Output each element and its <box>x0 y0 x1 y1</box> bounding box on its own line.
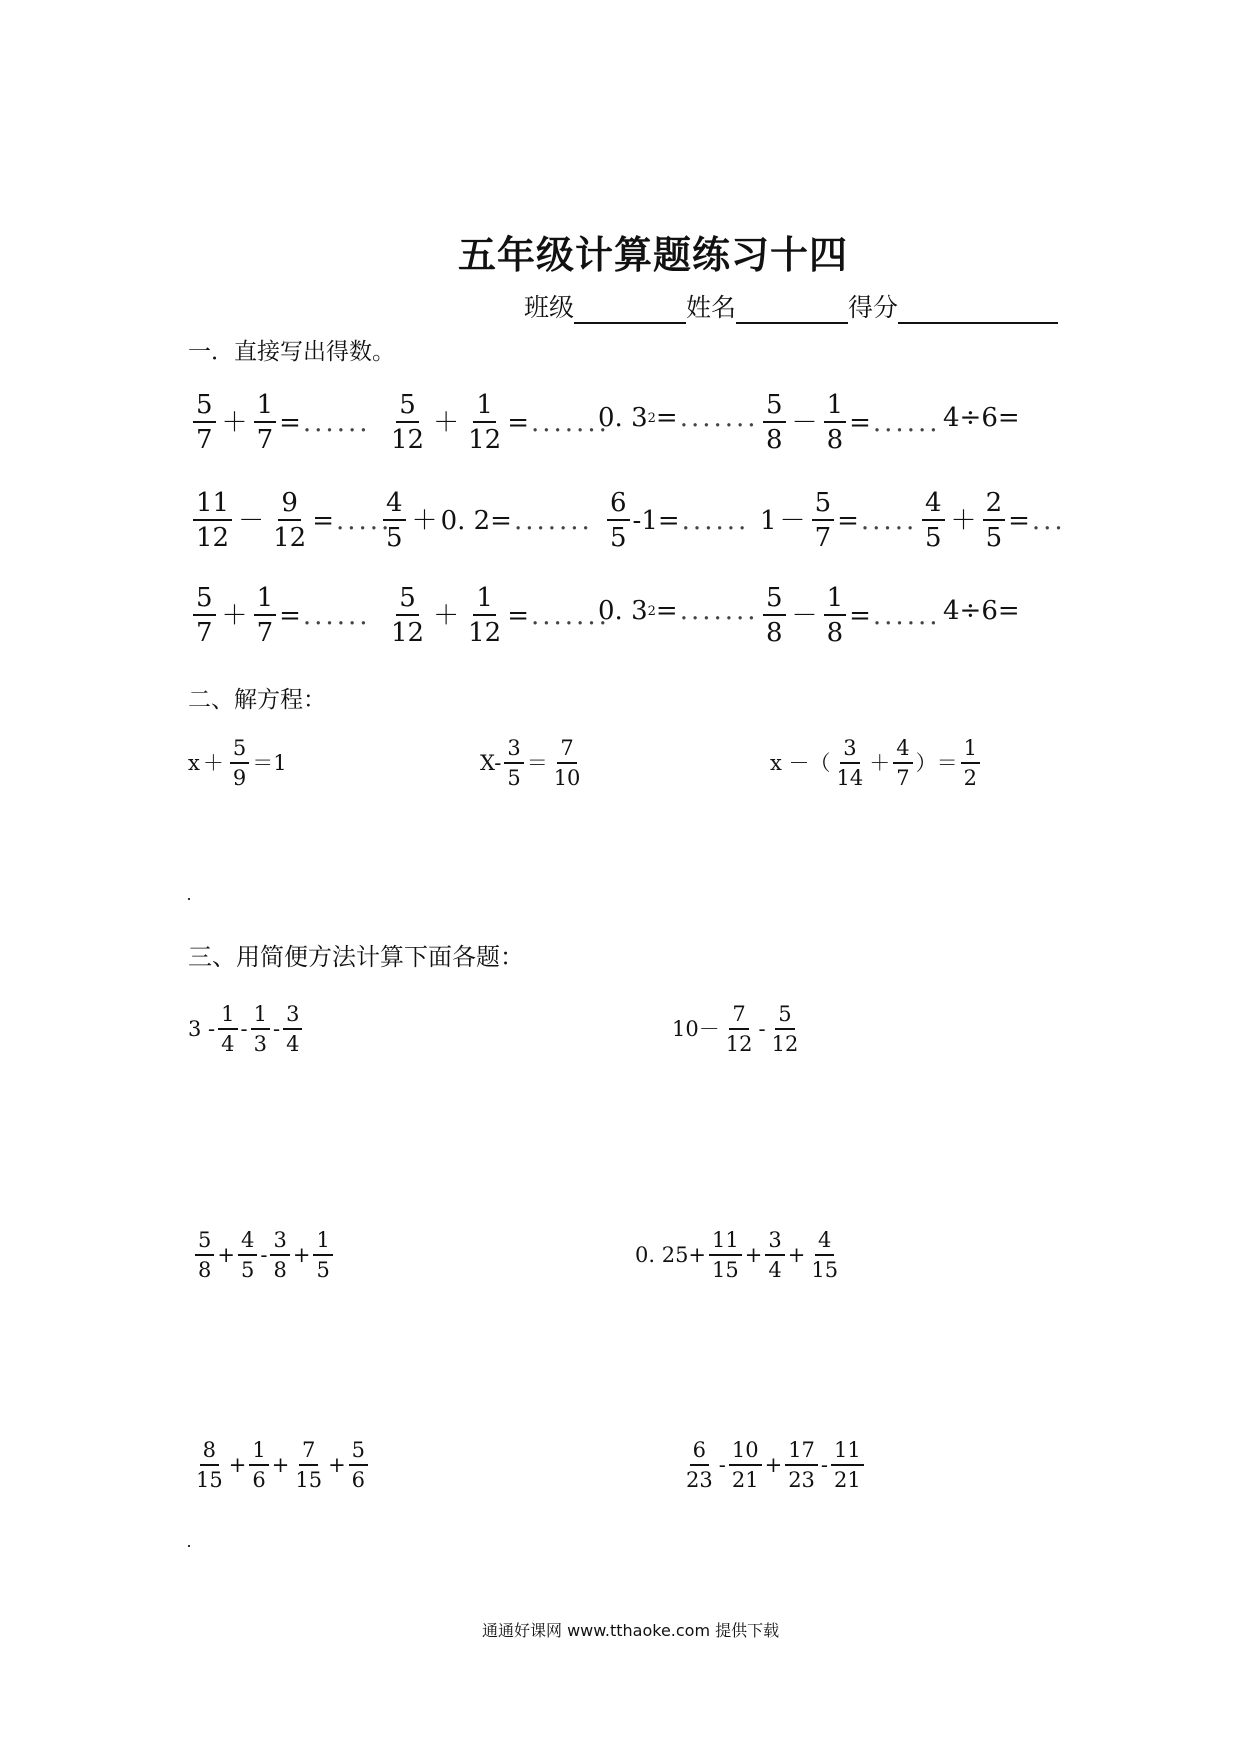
fraction <box>824 392 847 453</box>
class-blank <box>574 296 686 324</box>
denominator: 12 <box>391 618 425 648</box>
numerator: 5 <box>396 392 419 423</box>
fraction <box>824 585 847 646</box>
numerator: 5 <box>763 585 786 616</box>
section3-heading: 三、用简便方法计算下面各题： <box>188 943 524 971</box>
fraction <box>270 1230 289 1281</box>
expression-text: = <box>312 505 334 536</box>
numerator: 1 <box>961 738 980 764</box>
expression-text: = <box>849 600 871 631</box>
denominator: 12 <box>391 425 425 455</box>
answer-dots: ... <box>1031 505 1066 536</box>
expression-text: = <box>849 407 871 438</box>
denominator: 7 <box>896 766 910 790</box>
denominator: 4 <box>286 1032 300 1056</box>
expression-text: + <box>764 1453 783 1477</box>
expression-text: 10－ <box>672 1017 720 1041</box>
numerator: 5 <box>396 585 419 616</box>
problem <box>188 738 287 789</box>
numerator: 5 <box>193 392 216 423</box>
numerator: 3 <box>504 738 523 764</box>
fraction <box>765 1230 784 1281</box>
numerator: 4 <box>815 1230 834 1256</box>
expression-text: 4÷6= <box>943 403 1020 433</box>
operator: － <box>779 505 806 536</box>
problem <box>190 1440 371 1491</box>
fraction <box>465 585 504 646</box>
fraction <box>388 585 427 646</box>
expression-text: + <box>328 1453 346 1477</box>
denominator: 7 <box>814 523 832 553</box>
denominator: 15 <box>196 1468 223 1492</box>
expression-text: x －（ <box>770 751 831 775</box>
expression-text: = <box>655 596 678 626</box>
numerator: 17 <box>785 1440 818 1466</box>
operator: ＋ <box>433 600 460 631</box>
numerator: 1 <box>218 1004 237 1030</box>
denominator: 4 <box>768 1258 782 1282</box>
expression-text: x <box>188 751 200 775</box>
denominator: 5 <box>507 766 521 790</box>
denominator: 2 <box>963 766 978 790</box>
fraction <box>218 1004 237 1055</box>
numerator: 6 <box>607 490 630 521</box>
problem <box>192 1230 336 1281</box>
fraction <box>465 392 504 453</box>
denominator: 5 <box>985 523 1003 553</box>
score-label: 得分 <box>848 293 899 322</box>
problem <box>598 405 759 431</box>
problem <box>188 1004 305 1055</box>
problem <box>943 405 1020 431</box>
denominator: 12 <box>468 618 502 648</box>
expression-text: - <box>260 1243 268 1267</box>
problem <box>943 598 1020 624</box>
denominator: 12 <box>196 523 230 553</box>
section2-heading: 二、解方程： <box>188 687 326 713</box>
fraction <box>349 1440 368 1491</box>
numerator: 10 <box>729 1440 762 1466</box>
expression-text: = <box>1008 505 1030 536</box>
expression-text: = <box>837 505 859 536</box>
denominator: 6 <box>252 1468 266 1492</box>
expression-text: + <box>292 1243 311 1267</box>
expression-text: = <box>655 403 678 433</box>
denominator: 7 <box>256 425 274 455</box>
expression-text: ＝1 <box>252 751 287 775</box>
numerator: 5 <box>193 585 216 616</box>
expression-text: -1= <box>632 505 680 536</box>
expression-text: = <box>507 600 529 631</box>
denominator: 12 <box>725 1032 753 1056</box>
denominator: 8 <box>766 618 783 648</box>
student-info <box>524 288 1058 324</box>
exponent: 2 <box>647 603 656 619</box>
denominator: 7 <box>196 425 213 455</box>
expression-text: ＝ <box>526 751 548 775</box>
problem <box>680 1440 867 1491</box>
expression-text: 4÷6= <box>943 596 1020 626</box>
expression-text: 0. 3 <box>598 596 648 626</box>
answer-dots: ..... <box>860 505 918 536</box>
denominator: 5 <box>925 523 942 553</box>
problem <box>760 392 941 453</box>
answer-dots: ....... <box>679 596 759 626</box>
fraction <box>383 490 406 551</box>
fraction <box>812 490 835 551</box>
fraction <box>961 738 980 789</box>
expression-text: - <box>758 1017 766 1041</box>
problem <box>598 598 759 624</box>
fraction <box>763 392 786 453</box>
denominator: 21 <box>731 1468 759 1492</box>
numerator: 5 <box>763 392 786 423</box>
denominator: 15 <box>712 1258 739 1282</box>
operator: ＋ <box>950 505 977 536</box>
denominator: 6 <box>351 1468 366 1492</box>
numerator: 8 <box>200 1440 219 1466</box>
numerator: 5 <box>195 1230 214 1256</box>
expression-text: ）＝ <box>915 751 958 775</box>
numerator: 3 <box>840 738 859 764</box>
name-label: 姓名 <box>686 293 737 322</box>
fraction <box>922 490 945 551</box>
problem <box>480 738 586 789</box>
denominator: 8 <box>198 1258 212 1282</box>
numerator: 5 <box>230 738 249 764</box>
denominator: 12 <box>273 523 307 553</box>
expression-text: + <box>217 1243 235 1267</box>
denominator: 14 <box>836 766 864 790</box>
denominator: 7 <box>256 618 274 648</box>
operator: ＋ <box>221 407 248 438</box>
denominator: 10 <box>553 766 581 790</box>
fraction <box>193 490 232 551</box>
fraction <box>193 585 216 646</box>
expression-text: X- <box>480 751 502 775</box>
fraction <box>270 490 309 551</box>
answer-dots: ...... <box>302 600 371 631</box>
stray-mark <box>188 898 190 900</box>
exponent: 2 <box>647 410 656 426</box>
problem <box>672 1004 804 1055</box>
fraction <box>769 1004 802 1055</box>
numerator: 3 <box>270 1230 289 1256</box>
class-label: 班级 <box>524 293 575 322</box>
denominator: 5 <box>386 523 403 553</box>
numerator: 4 <box>383 490 406 521</box>
stray-mark <box>188 1545 190 1547</box>
operator: ＋ <box>221 600 248 631</box>
problem <box>919 490 1066 551</box>
fraction <box>313 1230 332 1281</box>
expression-text: = <box>507 407 529 438</box>
denominator: 23 <box>788 1468 815 1492</box>
numerator: 1 <box>824 585 847 616</box>
problem <box>760 585 941 646</box>
numerator: 1 <box>251 1004 270 1030</box>
fraction <box>254 392 277 453</box>
answer-dots: ...... <box>872 600 941 631</box>
numerator: 1 <box>254 585 277 616</box>
expression-text: 1 <box>760 505 777 536</box>
numerator: 5 <box>349 1440 368 1466</box>
fraction <box>893 738 912 789</box>
denominator: 12 <box>771 1032 799 1056</box>
fraction <box>388 392 427 453</box>
denominator: 5 <box>316 1258 330 1282</box>
numerator: 7 <box>557 738 576 764</box>
numerator: 4 <box>893 738 912 764</box>
answer-dots: ....... <box>531 407 610 438</box>
fraction <box>238 1230 257 1281</box>
fraction <box>607 490 630 551</box>
numerator: 3 <box>765 1230 784 1256</box>
operator: ＋ <box>202 751 224 775</box>
fraction <box>292 1440 325 1491</box>
numerator: 5 <box>775 1004 794 1030</box>
operator: － <box>238 505 265 536</box>
numerator: 1 <box>824 392 847 423</box>
numerator: 9 <box>278 490 301 521</box>
answer-dots: ....... <box>531 600 610 631</box>
numerator: 6 <box>690 1440 709 1466</box>
denominator: 21 <box>834 1468 861 1492</box>
fraction <box>283 1004 302 1055</box>
fraction <box>834 738 867 789</box>
expression-text: + <box>787 1243 806 1267</box>
problem <box>385 392 610 453</box>
expression-text: 0. 2= <box>440 505 512 536</box>
denominator: 12 <box>468 425 502 455</box>
operator: ＋ <box>411 505 438 536</box>
numerator: 5 <box>812 490 835 521</box>
numerator: 3 <box>283 1004 302 1030</box>
problem <box>604 490 749 551</box>
fraction <box>709 1230 742 1281</box>
expression-text: - <box>820 1453 829 1477</box>
page-title: 五年级计算题练习十四 <box>458 233 849 277</box>
operator: － <box>791 407 818 438</box>
fraction <box>249 1440 268 1491</box>
denominator: 8 <box>826 618 844 648</box>
footer-source: 通通好课网 www.tthaoke.com 提供下载 <box>482 1621 780 1640</box>
numerator: 1 <box>254 392 277 423</box>
expression-text: + <box>744 1243 763 1267</box>
fraction <box>195 1230 214 1281</box>
denominator: 8 <box>273 1258 287 1282</box>
operator: － <box>791 600 818 631</box>
problem <box>770 738 983 789</box>
problem <box>760 490 917 551</box>
denominator: 8 <box>826 425 844 455</box>
denominator: 15 <box>811 1258 839 1282</box>
expression-text: + <box>228 1453 247 1477</box>
numerator: 4 <box>922 490 945 521</box>
fraction <box>831 1440 864 1491</box>
numerator: 11 <box>193 490 232 521</box>
numerator: 1 <box>473 392 496 423</box>
denominator: 8 <box>766 425 783 455</box>
fraction <box>683 1440 716 1491</box>
score-blank <box>898 296 1058 324</box>
expression-text: + <box>271 1453 290 1477</box>
fraction <box>763 585 786 646</box>
problem <box>190 392 371 453</box>
fraction <box>983 490 1006 551</box>
expression-text: ＋ <box>869 751 891 775</box>
expression-text: 0. 3 <box>598 403 648 433</box>
problem <box>385 585 610 646</box>
answer-dots: ....... <box>679 403 759 433</box>
numerator: 7 <box>299 1440 318 1466</box>
numerator: 4 <box>238 1230 257 1256</box>
problem <box>635 1230 844 1281</box>
expression-text: = <box>279 407 301 438</box>
fraction <box>723 1004 756 1055</box>
denominator: 15 <box>295 1468 323 1492</box>
fraction <box>785 1440 818 1491</box>
problem <box>190 490 392 551</box>
fraction <box>193 392 216 453</box>
denominator: 5 <box>610 523 627 553</box>
fraction <box>551 738 584 789</box>
fraction <box>254 585 277 646</box>
numerator: 2 <box>983 490 1006 521</box>
numerator: 11 <box>831 1440 864 1466</box>
answer-dots: ...... <box>872 407 941 438</box>
denominator: 9 <box>232 766 247 790</box>
expression-text: - <box>718 1453 726 1477</box>
denominator: 4 <box>221 1032 235 1056</box>
problem <box>190 585 371 646</box>
fraction <box>504 738 523 789</box>
expression-text: 3 - <box>188 1017 216 1041</box>
fraction <box>251 1004 270 1055</box>
expression-text: 0. 25+ <box>635 1243 707 1267</box>
expression-text: - <box>273 1017 281 1041</box>
answer-dots: ...... <box>302 407 371 438</box>
fraction <box>729 1440 762 1491</box>
denominator: 5 <box>240 1258 255 1282</box>
name-blank <box>736 296 848 324</box>
problem <box>380 490 593 551</box>
answer-dots: ...... <box>681 505 750 536</box>
fraction <box>230 738 249 789</box>
denominator: 23 <box>686 1468 713 1492</box>
operator: ＋ <box>433 407 460 438</box>
denominator: 7 <box>196 618 213 648</box>
numerator: 1 <box>473 585 496 616</box>
denominator: 3 <box>253 1032 267 1056</box>
expression-text: - <box>240 1017 248 1041</box>
fraction <box>808 1230 841 1281</box>
numerator: 1 <box>249 1440 268 1466</box>
numerator: 11 <box>709 1230 742 1256</box>
fraction <box>193 1440 226 1491</box>
expression-text: = <box>279 600 301 631</box>
section1-heading: 一．直接写出得数。 <box>188 339 395 365</box>
answer-dots: ..... <box>336 505 393 536</box>
numerator: 7 <box>729 1004 748 1030</box>
answer-dots: ....... <box>513 505 593 536</box>
numerator: 1 <box>313 1230 332 1256</box>
